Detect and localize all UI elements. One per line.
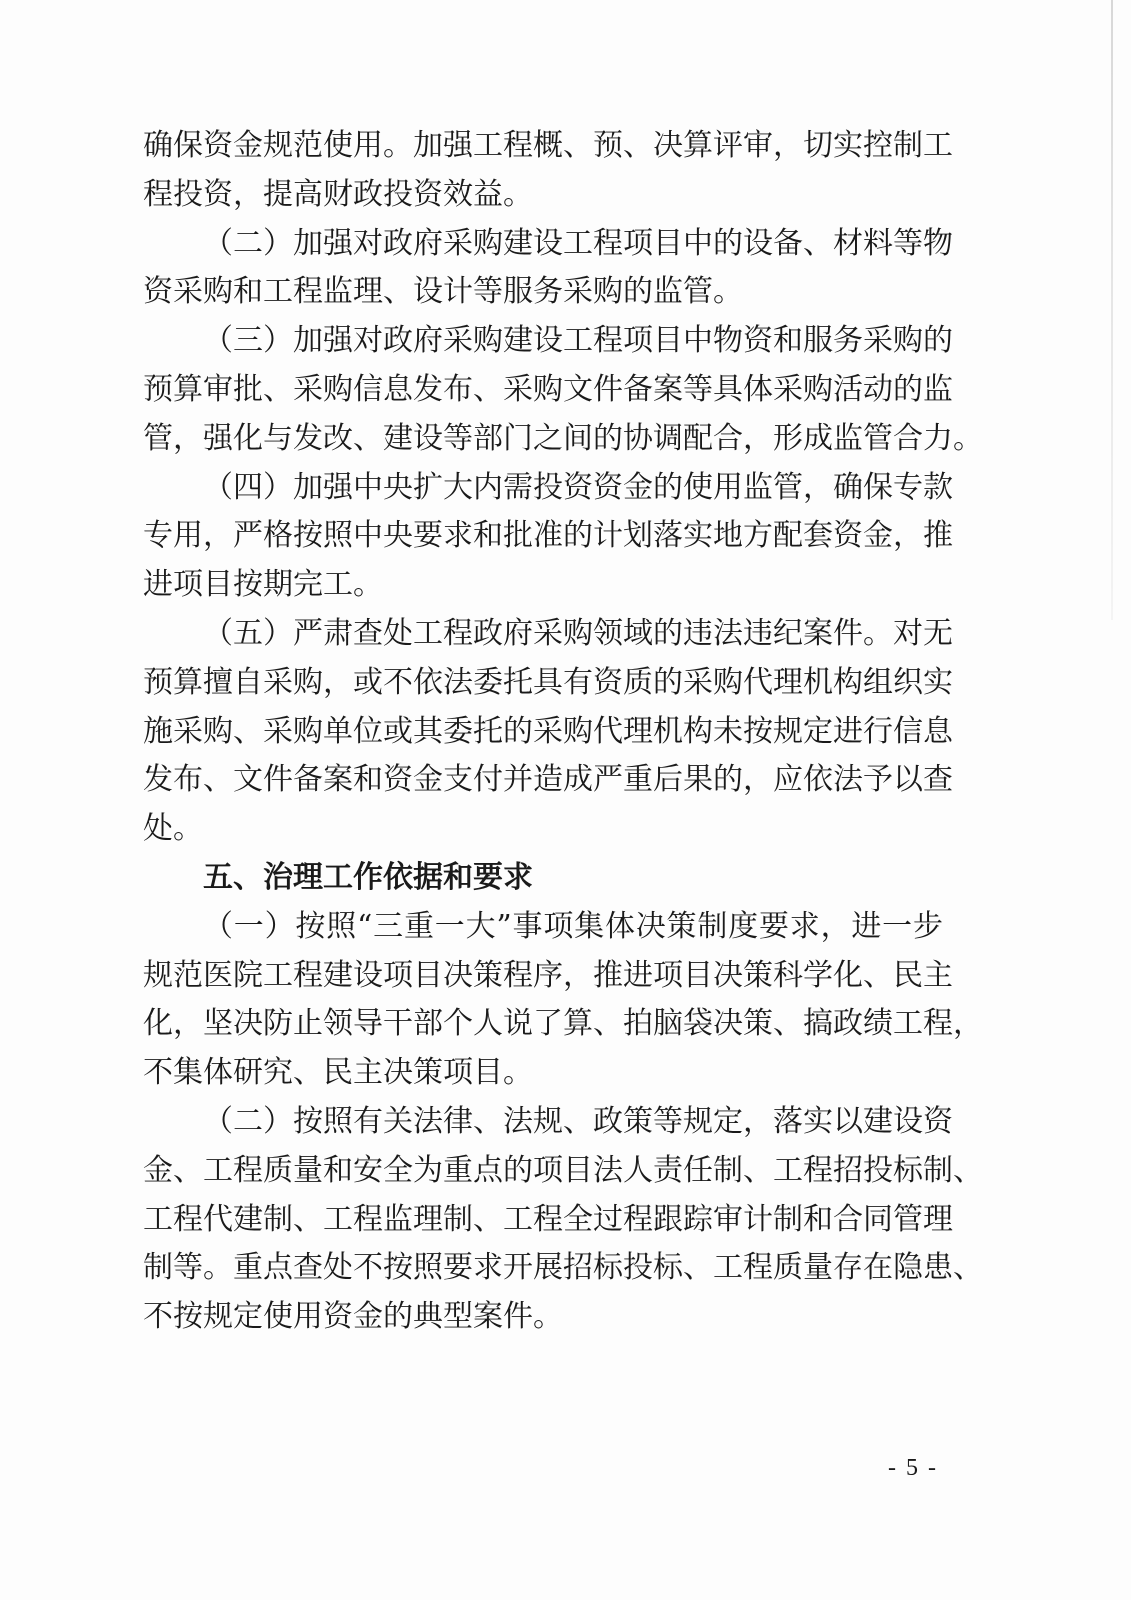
text-line: 规范医院工程建设项目决策程序，推进项目决策科学化、民主 [143,957,953,993]
text-line: （二）加强对政府采购建设工程项目中的设备、材料等物 [203,225,953,261]
text-line: （三）加强对政府采购建设工程项目中物资和服务采购的 [203,323,953,359]
text-line: （五）严肃查处工程政府采购领域的违法违纪案件。对无 [203,615,953,651]
text-line: 预算擅自采购，或不依法委托具有资质的采购代理机构组织实 [143,664,953,700]
page-number: - 5 - [888,1455,938,1481]
text-line: 确保资金规范使用。加强工程概、预、决算评审，切实控制工 [143,128,953,163]
text-line: （四）加强中央扩大内需投资资金的使用监管，确保专款 [203,469,953,505]
text-line: 工程代建制、工程监理制、工程全过程跟踪审计制和合同管理 [143,1201,953,1237]
text-line: （一）按照“三重一大”事项集体决策制度要求，进一步 [203,908,943,944]
text-line: 进项目按期完工。 [143,567,383,603]
text-line: 金、工程质量和安全为重点的项目法人责任制、工程招投标制、 [143,1152,983,1188]
text-line: 处。 [143,811,203,847]
section-heading: 五、治理工作依据和要求 [203,859,533,895]
text-line: 不集体研究、民主决策项目。 [143,1055,533,1091]
text-line: 预算审批、采购信息发布、采购文件备案等具体采购活动的监 [143,371,953,407]
text-line: 不按规定使用资金的典型案件。 [143,1299,563,1335]
text-line: 施采购、采购单位或其委托的采购代理机构未按规定进行信息 [143,713,953,749]
text-line: 化，坚决防止领导干部个人说了算、拍脑袋决策、搞政绩工程， [143,1006,983,1042]
text-line: 制等。重点查处不按照要求开展招标投标、工程质量存在隐患、 [143,1250,983,1286]
text-line: （二）按照有关法律、法规、政策等规定，落实以建设资 [203,1103,953,1139]
text-line: 程投资，提高财政投资效益。 [143,176,533,212]
text-line: 管，强化与发改、建设等部门之间的协调配合，形成监管合力。 [143,420,983,456]
body-text [143,122,983,1342]
text-line: 专用，严格按照中央要求和批准的计划落实地方配套资金，推 [143,518,953,554]
page-edge-shadow [1111,0,1113,620]
text-line: 发布、文件备案和资金支付并造成严重后果的，应依法予以查 [143,762,953,798]
text-line: 资采购和工程监理、设计等服务采购的监管。 [143,274,743,310]
